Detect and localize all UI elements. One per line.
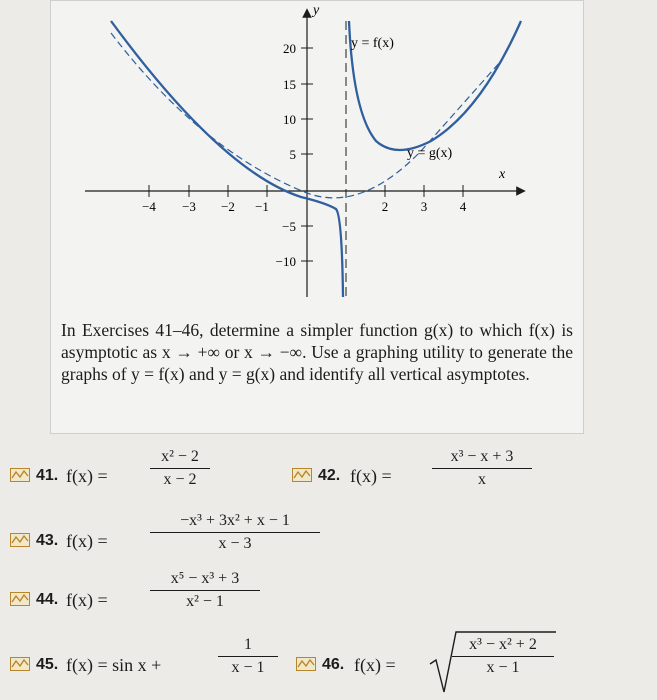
exercise-lhs: f(x) = — [66, 531, 108, 551]
y-tick-label: −10 — [275, 254, 296, 269]
y-axis-label: y — [313, 3, 320, 18]
exercise-number: 42. — [318, 467, 341, 484]
exercise-lhs: f(x) = — [354, 655, 396, 675]
exercise-fraction: x⁵ − x³ + 3 x² − 1 — [150, 570, 260, 611]
exercise-number: 45. — [36, 656, 59, 673]
x-tick-label: −2 — [221, 199, 235, 214]
y-tick-label: 20 — [283, 41, 296, 56]
exercise-number: 44. — [36, 591, 59, 608]
exercise-lhs: f(x) = sin x + — [66, 655, 162, 675]
exercise-fraction: x³ − x² + 2 x − 1 — [452, 636, 554, 677]
graphing-utility-icon — [10, 468, 30, 482]
y-tick-label: 5 — [289, 147, 296, 162]
x-tick-label: 3 — [420, 199, 428, 214]
x-tick-label: 2 — [381, 199, 389, 214]
graphing-utility-icon — [296, 657, 316, 671]
x-axis-label: x — [499, 167, 506, 182]
exercise-fraction: 1 x − 1 — [218, 636, 278, 677]
graphing-utility-icon — [10, 592, 30, 606]
exercise-fraction: −x³ + 3x² + x − 1 x − 3 — [150, 512, 320, 553]
y-tick-label: 15 — [283, 77, 296, 92]
exercise-lhs: f(x) = — [66, 466, 108, 486]
x-tick-label: −4 — [142, 199, 156, 214]
exercise-lhs: f(x) = — [66, 590, 108, 610]
exercise-fraction: x³ − x + 3 x — [432, 448, 532, 489]
y-tick-label: 10 — [283, 112, 296, 127]
exercise-number: 43. — [36, 532, 59, 549]
g-curve — [111, 33, 501, 198]
exercise-lhs: f(x) = — [350, 466, 392, 486]
graphing-utility-icon — [10, 533, 30, 547]
x-tick-label: 4 — [459, 199, 467, 214]
f-curve-left — [111, 21, 343, 297]
exercise-number: 41. — [36, 467, 59, 484]
exercise-fraction: x² − 2 x − 2 — [150, 448, 210, 489]
graphing-utility-icon — [292, 468, 312, 482]
y-tick-label: −5 — [282, 219, 296, 234]
figure-panel — [50, 0, 584, 434]
g-curve-label: y = g(x) — [407, 146, 453, 161]
x-tick-label: −1 — [255, 199, 269, 214]
graphing-utility-icon — [10, 657, 30, 671]
instructions: In Exercises 41–46, determine a simpler function g(x) to which f(x) is asymptotic as x → +∞ or x → −∞. Use a graphing utility to generate the graphs of y = f(x) and y = g(x) and identify all vertical asymptotes. — [61, 320, 573, 384]
f-curve-label: y = f(x) — [351, 36, 394, 51]
x-tick-label: −3 — [182, 199, 196, 214]
exercise-number: 46. — [322, 656, 345, 673]
